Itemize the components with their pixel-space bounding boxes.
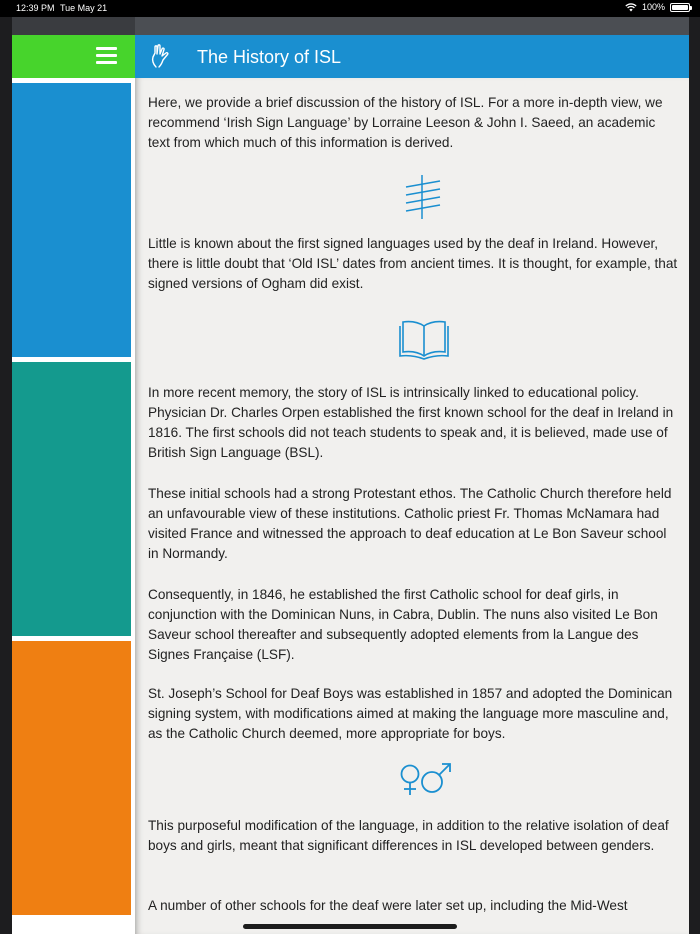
paragraph: Here, we provide a brief discussion of the history of ISL. For a more in-depth view, we recommend ‘Irish Sign Language’ by Lorraine Leeson & John I. Saeed, an academic text from which much of this information is derived. bbox=[148, 95, 663, 150]
page-header bbox=[135, 35, 689, 78]
sidebar-tile-blue[interactable] bbox=[12, 83, 131, 357]
paragraph: These initial schools had a strong Protestant ethos. The Catholic Church therefore held an unfavourable view of these institutions. Catholic priest Fr. Thomas McNamara had visited France and witnessed the approach to deaf education at Le Bon Saveur school in Normandy. bbox=[148, 486, 672, 561]
hand-sign-icon bbox=[150, 43, 172, 69]
open-book-icon bbox=[398, 318, 450, 360]
wifi-icon bbox=[625, 3, 637, 12]
gender-symbols-icon bbox=[397, 762, 455, 798]
paragraph: Little is known about the first signed languages used by the deaf in Ireland. However, there is little doubt that ‘Old ISL’ dates from ancient times. It is thought, for example, that signed versions of Ogham did exist. bbox=[148, 236, 678, 291]
page-title: The History of ISL bbox=[197, 47, 342, 67]
status-time: 12:39 PM bbox=[16, 3, 55, 13]
ogham-icon bbox=[400, 173, 446, 221]
status-date: Tue May 21 bbox=[60, 3, 108, 13]
paragraph: Consequently, in 1846, he established the first Catholic school for deaf girls, in conjunction with the Dominican Nuns, in Cabra, Dublin. The nuns also visited Le Bon Saveur school thereafter and subsequently adopted elements from la Langue des Signes Française (LSF). bbox=[148, 587, 658, 662]
paragraph: In more recent memory, the story of ISL is intrinsically linked to educational policy. Physician Dr. Charles Orpen established the first known school for the deaf in Ireland in 1816. The first schools did not teach students to speak and, it is believed, made use of British Sign Language (BSL). bbox=[148, 385, 674, 460]
status-bar bbox=[0, 0, 700, 17]
window-top-strip-left bbox=[12, 17, 135, 35]
battery-icon bbox=[670, 3, 690, 12]
menu-bar bbox=[12, 35, 135, 78]
paragraph: This purposeful modification of the language, in addition to the relative isolation of deaf boys and girls, meant that significant differences in ISL developed between genders. bbox=[148, 818, 669, 853]
paragraph: St. Joseph’s School for Deaf Boys was established in 1857 and adopted the Dominican signing system, with modifications aimed at making the language more masculine and, as the Catholic Church deemed, more appropriate for boys. bbox=[148, 686, 673, 741]
paragraph: A number of other schools for the deaf were later set up, including the Mid-West bbox=[148, 898, 628, 913]
sidebar bbox=[12, 35, 135, 934]
status-right bbox=[625, 2, 690, 12]
article-content[interactable] bbox=[135, 78, 689, 934]
home-indicator[interactable] bbox=[243, 924, 457, 929]
battery-percent: 100% bbox=[641, 2, 665, 12]
window-right-edge bbox=[689, 17, 700, 934]
sidebar-tile-orange[interactable] bbox=[12, 641, 131, 915]
hamburger-menu-icon[interactable] bbox=[96, 47, 117, 64]
sidebar-tile-teal[interactable] bbox=[12, 362, 131, 636]
